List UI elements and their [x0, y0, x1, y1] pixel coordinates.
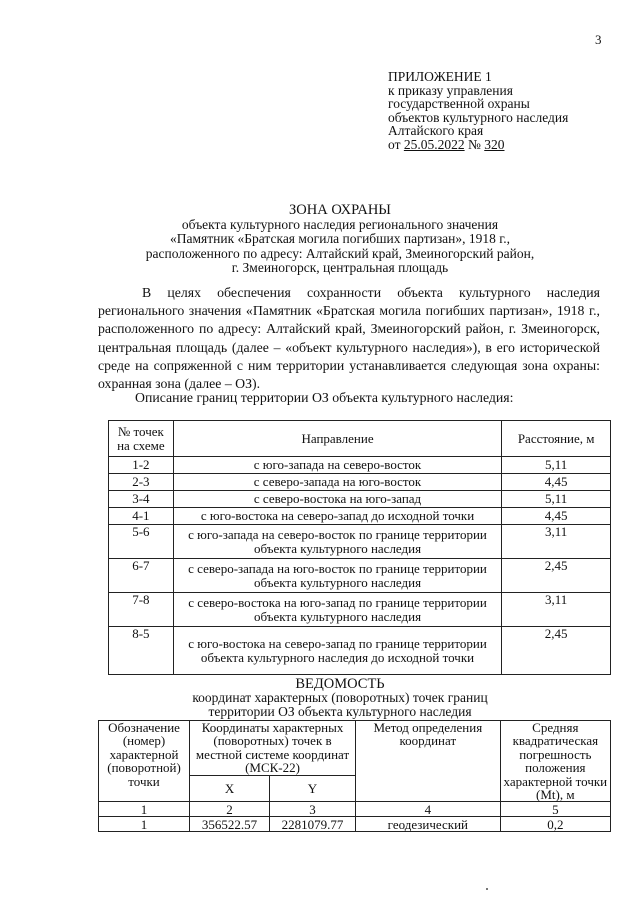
zone-subtitle [60, 218, 620, 275]
cell-distance: 5,11 [502, 457, 611, 474]
appendix-header [388, 70, 568, 152]
header-points: № точек на схеме [109, 421, 174, 457]
table-row [109, 593, 611, 627]
cell-direction: с северо-востока на юго-запад [173, 491, 502, 508]
cell-distance: 2,45 [502, 627, 611, 675]
cell-distance: 2,45 [502, 559, 611, 593]
table-row [109, 508, 611, 525]
cell-distance: 3,11 [502, 593, 611, 627]
page-number: 3 [595, 32, 602, 47]
cell-direction: с юго-востока на северо-запад до исходной точки [173, 508, 502, 525]
cell-points: 1-2 [109, 457, 174, 474]
cell-points: 8-5 [109, 627, 174, 675]
table-header-row [109, 421, 611, 457]
index-cell: 5 [500, 802, 610, 817]
cell-direction: с юго-запада на северо-восток по границе территории объекта культурного наследия [173, 525, 502, 559]
cell-points: 5-6 [109, 525, 174, 559]
vedomost-title: ВЕДОМОСТЬ [295, 676, 385, 692]
header-designation: Обозначение (номер) характерной (поворотной) точки [99, 721, 190, 802]
index-cell: 2 [190, 802, 270, 817]
table-row [109, 627, 611, 675]
index-cell: 3 [269, 802, 355, 817]
header-x: X [190, 776, 270, 802]
appendix-line: государственной охраны [388, 96, 530, 112]
zone-subtitle-line: объекта культурного наследия регионального значения [181, 217, 499, 232]
number-sign: № [467, 136, 481, 152]
header-method: Метод определения координат [355, 721, 500, 802]
zone-subtitle-line: расположенного по адресу: Алтайский край, Змеиногорский район, [145, 245, 535, 261]
boundary-table [108, 420, 611, 675]
cell-y: 2281079.77 [269, 817, 355, 832]
intro-paragraph [98, 284, 600, 393]
cell-distance: 4,45 [502, 508, 611, 525]
cell-points: 2-3 [109, 474, 174, 491]
order-number: 320 [484, 136, 505, 152]
cell-method: геодезический [355, 817, 500, 832]
table-row [109, 559, 611, 593]
date-prefix: от [388, 136, 401, 152]
intro-paragraph-text: В целях обеспечения сохранности объекта культурного наследия регионального значения «Памятник «Братская могила погибших партизан», 1918 г., расположенного по адресу: Алтайский край, Змеиногорский район, г. Змеиногорск, центральная площадь (далее – «объект культурного наследия»), в его исторической среде на сопряженной с ним территории устанавливается следующая зона охраны: охранная зона (далее – ОЗ). [98, 285, 600, 392]
table-row [109, 474, 611, 491]
description-line: Описание границ территории ОЗ объекта культурного наследия: [135, 390, 514, 405]
vedomost-subtitle-line: координат характерных (поворотных) точек границ [192, 690, 488, 705]
header-y: Y [269, 776, 355, 802]
cell-point: 1 [99, 817, 190, 832]
cell-error: 0,2 [500, 817, 610, 832]
scan-speck [486, 888, 488, 890]
zone-subtitle-line: «Памятник «Братская могила погибших партизан», 1918 г., [169, 231, 511, 247]
cell-points: 3-4 [109, 491, 174, 508]
header-distance: Расстояние, м [502, 421, 611, 457]
order-date: 25.05.2022 [403, 136, 465, 152]
cell-distance: 4,45 [502, 474, 611, 491]
appendix-date-line [388, 138, 568, 152]
header-direction: Направление [173, 421, 502, 457]
zone-subtitle-line: г. Змеиногорск, центральная площадь [231, 259, 449, 275]
appendix-title: ПРИЛОЖЕНИЕ 1 [388, 69, 492, 84]
cell-points: 6-7 [109, 559, 174, 593]
table-row [109, 525, 611, 559]
coordinates-table [98, 720, 611, 832]
coords-header-row [99, 721, 611, 776]
appendix-line: объектов культурного наследия [388, 109, 569, 125]
cell-direction: с северо-запада на юго-восток по границе территории объекта культурного наследия [173, 559, 502, 593]
vedomost-subtitle [60, 691, 620, 719]
cell-x: 356522.57 [190, 817, 270, 832]
vedomost-subtitle-line: территории ОЗ объекта культурного наследия [208, 704, 472, 719]
table-row [109, 491, 611, 508]
cell-direction: с юго-запада на северо-восток [173, 457, 502, 474]
index-cell: 4 [355, 802, 500, 817]
index-cell: 1 [99, 802, 190, 817]
table-row [109, 457, 611, 474]
zone-title: ЗОНА ОХРАНЫ [289, 202, 391, 218]
header-coords: Координаты характерных (поворотных) точек в местной системе координат (МСК-22) [190, 721, 356, 776]
header-error: Средняя квадратическая погрешность положения характерной точки (Mt), м [500, 721, 610, 802]
appendix-line: к приказу управления [388, 82, 513, 98]
cell-distance: 3,11 [502, 525, 611, 559]
appendix-line: Алтайского края [388, 123, 484, 139]
cell-points: 4-1 [109, 508, 174, 525]
cell-direction: с северо-запада на юго-восток [173, 474, 502, 491]
coords-index-row [99, 802, 611, 817]
cell-distance: 5,11 [502, 491, 611, 508]
cell-direction: с северо-востока на юго-запад по границе территории объекта культурного наследия [173, 593, 502, 627]
table-row [99, 817, 611, 832]
cell-points: 7-8 [109, 593, 174, 627]
cell-direction: с юго-востока на северо-запад по границе территории объекта культурного наследия до исходной точки [173, 627, 502, 675]
